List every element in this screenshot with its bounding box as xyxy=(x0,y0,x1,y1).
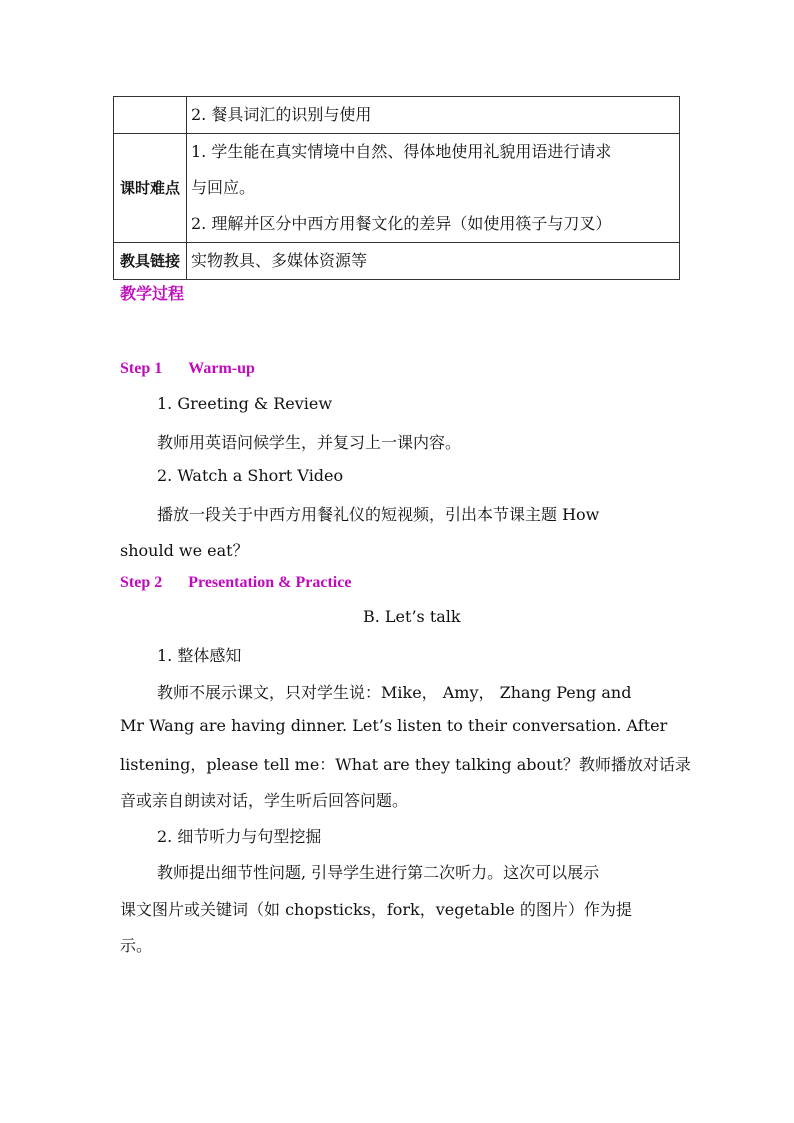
step1-item2-body: 播放一段关于中西方用餐礼仪的短视频，引出本节课主题 How xyxy=(157,505,600,524)
lesson-info-table xyxy=(113,96,680,280)
step1-item2-title: 2. Watch a Short Video xyxy=(157,466,344,485)
step2-item1-body: 教师不展示课文，只对学生说：Mike， Amy， Zhang Peng and xyxy=(157,683,632,702)
section-title: 教学过程 xyxy=(120,284,185,303)
step2-item1-body: listening，please tell me：What are they talking about？教师播放对话录 xyxy=(120,755,691,774)
step1-item1-body: 教师用英语问候学生，并复习上一课内容。 xyxy=(157,433,462,452)
row-label xyxy=(114,97,187,134)
row-content-line: 实物教具、多媒体资源等 xyxy=(191,251,368,270)
row-content xyxy=(187,243,680,280)
row-label: 教具链接 xyxy=(114,243,187,280)
step2-item2-title: 2. 细节听力与句型挖掘 xyxy=(157,827,322,846)
step2-heading xyxy=(120,574,351,592)
row-content xyxy=(187,134,680,243)
step2-item1-title: 1. 整体感知 xyxy=(157,646,242,665)
step1-heading xyxy=(120,360,255,378)
step2-subtitle: B. Let’s talk xyxy=(363,607,461,626)
row-label: 课时难点 xyxy=(114,134,187,243)
step1-name: Warm-up xyxy=(188,360,255,377)
step2-item2-body: 示。 xyxy=(120,936,153,955)
step2-name: Presentation & Practice xyxy=(188,574,352,591)
row-content xyxy=(187,97,680,134)
table-row xyxy=(114,243,680,280)
step2-item2-body: 课文图片或关键词（如 chopsticks，fork，vegetable 的图片）作为提 xyxy=(120,900,632,919)
step2-item1-body: Mr Wang are having dinner. Let’s listen to their conversation. After xyxy=(120,716,668,735)
step2-item2-body: 教师提出细节性问题, 引导学生进行第二次听力。这次可以展示 xyxy=(157,863,600,882)
row-content-line: 2. 餐具词汇的识别与使用 xyxy=(191,105,372,124)
table-row xyxy=(114,97,680,134)
table-row xyxy=(114,134,680,243)
step1-item1-title: 1. Greeting & Review xyxy=(157,394,333,413)
row-content-line: 1. 学生能在真实情境中自然、得体地使用礼貌用语进行请求 xyxy=(191,142,612,161)
step2-item1-body: 音或亲自朗读对话，学生听后回答问题。 xyxy=(120,791,409,810)
step1-number: Step 1 xyxy=(120,360,163,377)
row-content-line: 与回应。 xyxy=(191,178,256,197)
step1-item2-body: should we eat？ xyxy=(120,541,249,560)
step2-number: Step 2 xyxy=(120,574,163,591)
row-content-line: 2. 理解并区分中西方用餐文化的差异（如使用筷子与刀叉） xyxy=(191,214,612,233)
